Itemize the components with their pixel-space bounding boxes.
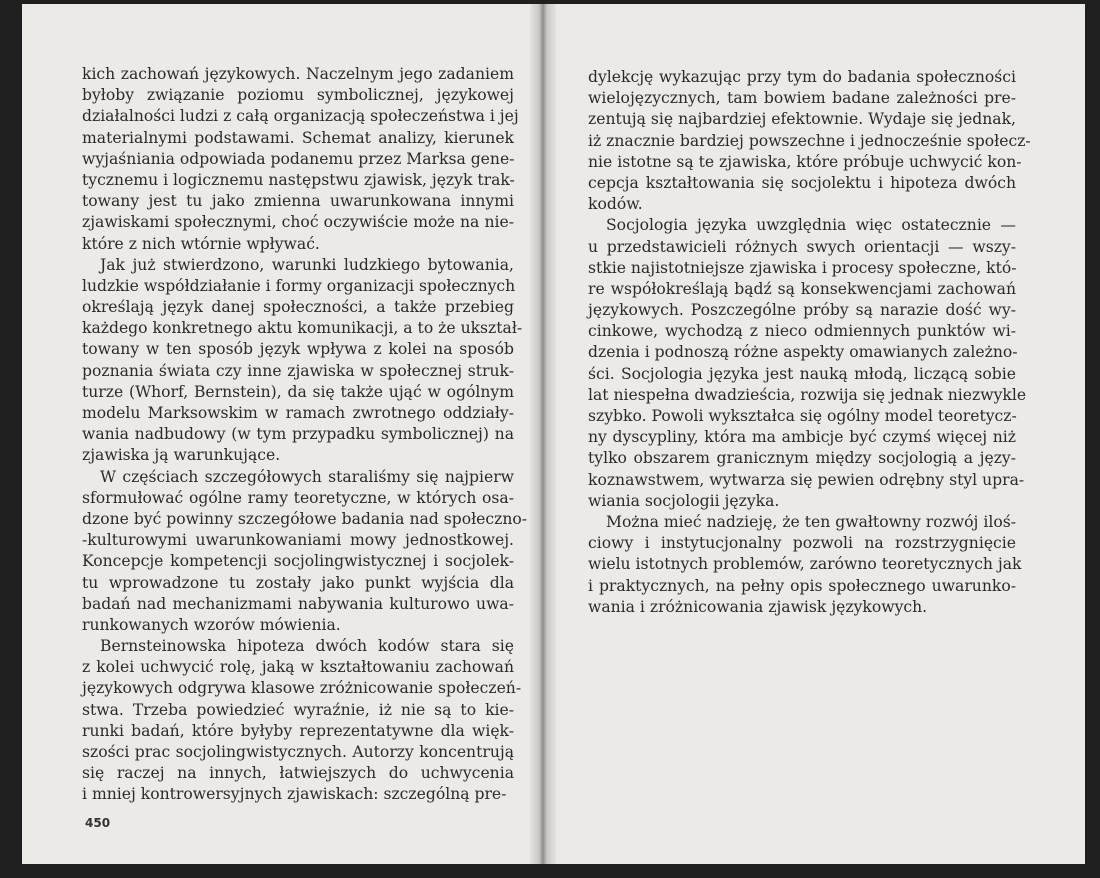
left-page-text-line: każdego konkretnego aktu komunikacji, a to że ukształ-	[82, 319, 523, 338]
left-page-text-line: kich zachowań językowych. Naczelnym jego zadaniem	[82, 65, 514, 83]
left-page-text-line: działalności ludzi z całą organizacją społeczeństwa i jej	[82, 107, 519, 126]
page-number: 450	[85, 816, 111, 830]
right-page-text	[588, 67, 1031, 618]
left-page-text-line: językowych odgrywa klasowe zróżnicowanie społeczeń-	[82, 679, 522, 698]
right-page-text-line: zentują się najbardziej efektownie. Wydaje się jednak,	[588, 110, 1016, 129]
right-page-text-line: ny dyscypliny, która ma ambicje być czymś więcej niż	[588, 428, 1016, 447]
right-page-text-line: i praktycznych, na pełny opis społecznego uwarunko-	[588, 576, 1016, 595]
left-page-text	[82, 64, 528, 806]
right-page-text-line: ciowy i instytucjonalny pozwoli na rozstrzygnięcie	[588, 534, 1016, 553]
left-page-text-line: i mniej kontrowersyjnych zjawiskach: szczególną pre-	[82, 785, 507, 804]
right-page-text-line: ści. Socjologia języka jest nauką młodą, liczącą sobie	[588, 364, 1016, 383]
right-page-text-line: koznawstwem, wytwarza się pewien odrębny styl upra-	[588, 470, 1025, 489]
left-page-text-line: dzone być powinny szczegółowe badania nad społeczno-	[82, 509, 528, 528]
left-page-text-line: szości prac socjolingwistycznych. Autorzy koncentrują	[82, 743, 514, 761]
left-page-text-line: modelu Marksowskim w ramach zwrotnego oddziały-	[82, 404, 514, 422]
right-page-text-line: u przedstawicieli różnych swych orientacji — wszy-	[588, 237, 1016, 256]
left-page-text-line: byłoby związanie poziomu symbolicznej, językowej	[82, 86, 514, 105]
left-page-text-line: wania nadbudowy (w tym przypadku symbolicznej) na	[82, 425, 514, 444]
right-page-text-line: cepcja kształtowania się socjolektu i hipoteza dwóch	[588, 173, 1016, 192]
right-page-text-line: Socjologia języka uwzględnia więc ostatecznie —	[606, 216, 1016, 235]
left-page-text-line: stwa. Trzeba powiedzieć wyraźnie, iż nie są to kie-	[82, 700, 514, 719]
right-page-text-line: wielojęzycznych, tam bowiem badane zależności pre-	[588, 89, 1016, 108]
left-page-text-line: Bernsteinowska hipoteza dwóch kodów stara się	[100, 637, 514, 656]
left-page-text-line: określają język danej społeczności, a także przebieg	[82, 298, 514, 317]
left-page-text-line: Jak już stwierdzono, warunki ludzkiego bytowania,	[100, 255, 514, 274]
left-page-text-line: ludzkie współdziałanie i formy organizacji społecznych	[82, 276, 516, 295]
left-page-text-line: wyjaśniania odpowiada podanemu przez Marksa gene-	[82, 149, 515, 168]
right-page	[545, 4, 1085, 864]
left-page-text-line: się raczej na innych, łatwiejszych do uchwycenia	[82, 764, 514, 783]
right-page-text-line: szybko. Powoli wykształca się ogólny model teoretycz-	[588, 407, 1017, 425]
left-page-text-line: towany jest tu jako zmienna uwarunkowana innymi	[82, 192, 514, 211]
left-page	[22, 4, 542, 864]
right-page-text-line: Można mieć nadzieję, że ten gwałtowny rozwój iloś-	[606, 512, 1016, 531]
left-page-text-line: poznania świata czy inne zjawiska w społecznej struk-	[82, 361, 514, 380]
left-page-text-line: sformułować ogólne ramy teoretyczne, w których osa-	[82, 488, 514, 507]
left-page-text-line: -kulturowymi uwarunkowaniami mowy jednostkowej.	[82, 531, 514, 550]
left-page-text-line: z kolei uchwycić rolę, jaką w kształtowaniu zachowań	[82, 658, 514, 677]
right-page-text-line: wiania socjologii języka.	[588, 491, 780, 510]
right-page-text-line: kodów.	[588, 195, 643, 214]
right-page-text-line: dylekcję wykazując przy tym do badania społeczności	[588, 68, 1016, 86]
right-page-text-line: nie istotne są te zjawiska, które próbuje uchwycić kon-	[588, 152, 1022, 171]
left-page-text-line: które z nich wtórnie wpływać.	[82, 234, 320, 253]
left-page-text-line: badań nad mechanizmami nabywania kulturowo uwa-	[82, 594, 514, 613]
left-page-text-line: W częściach szczegółowych staraliśmy się najpierw	[100, 467, 514, 486]
right-page-text-line: re współokreślają bądź są konsekwencjami zachowań	[588, 279, 1016, 298]
left-page-text-line: zjawiskami społecznymi, choć oczywiście może na nie-	[82, 213, 514, 232]
left-page-text-line: zjawiska ją warunkujące.	[82, 446, 281, 465]
right-page-text-line: dzenia i podnoszą różne aspekty omawianych zależno-	[588, 343, 1018, 362]
left-page-text-line: towany w ten sposób język wpływa z kolei na sposób	[82, 340, 514, 359]
right-page-text-line: wania i zróżnicowania zjawisk językowych.	[588, 597, 928, 616]
book-gutter	[530, 4, 556, 864]
left-page-text-line: tu wprowadzone tu zostały jako punkt wyjścia dla	[82, 573, 514, 592]
left-page-text-line: tycznemu i logicznemu następstwu zjawisk, język trak-	[82, 170, 515, 189]
right-page-text-line: językowych. Poszczególne próby są narazie dość wy-	[588, 301, 1016, 320]
right-page-text-line: stkie najistotniejsze zjawiska i procesy społeczne, któ-	[588, 258, 1017, 277]
right-page-text-line: tylko obszarem granicznym między socjologią a języ-	[588, 449, 1016, 468]
right-page-text-line: wielu istotnych problemów, zarówno teoretycznych jak	[588, 555, 1022, 574]
left-page-text-line: runkowanych wzorów mówienia.	[82, 615, 341, 634]
left-page-text-line: materialnymi podstawami. Schemat analizy, kierunek	[82, 128, 514, 147]
right-page-text-line: cinkowe, wychodzą z nieco odmiennych punktów wi-	[588, 322, 1016, 341]
left-page-text-line: turze (Whorf, Bernstein), da się także ująć w ogólnym	[82, 382, 514, 401]
right-page-text-line: lat niespełna dwadzieścia, rozwija się jednak niezwykle	[588, 385, 1027, 404]
left-page-text-line: runki badań, które byłyby reprezentatywne dla więk-	[82, 721, 514, 740]
left-page-text-line: Koncepcje kompetencji socjolingwistycznej i socjolek-	[82, 552, 514, 571]
right-page-text-line: iż znacznie bardziej powszechne i jednocześnie społecz-	[588, 131, 1031, 150]
